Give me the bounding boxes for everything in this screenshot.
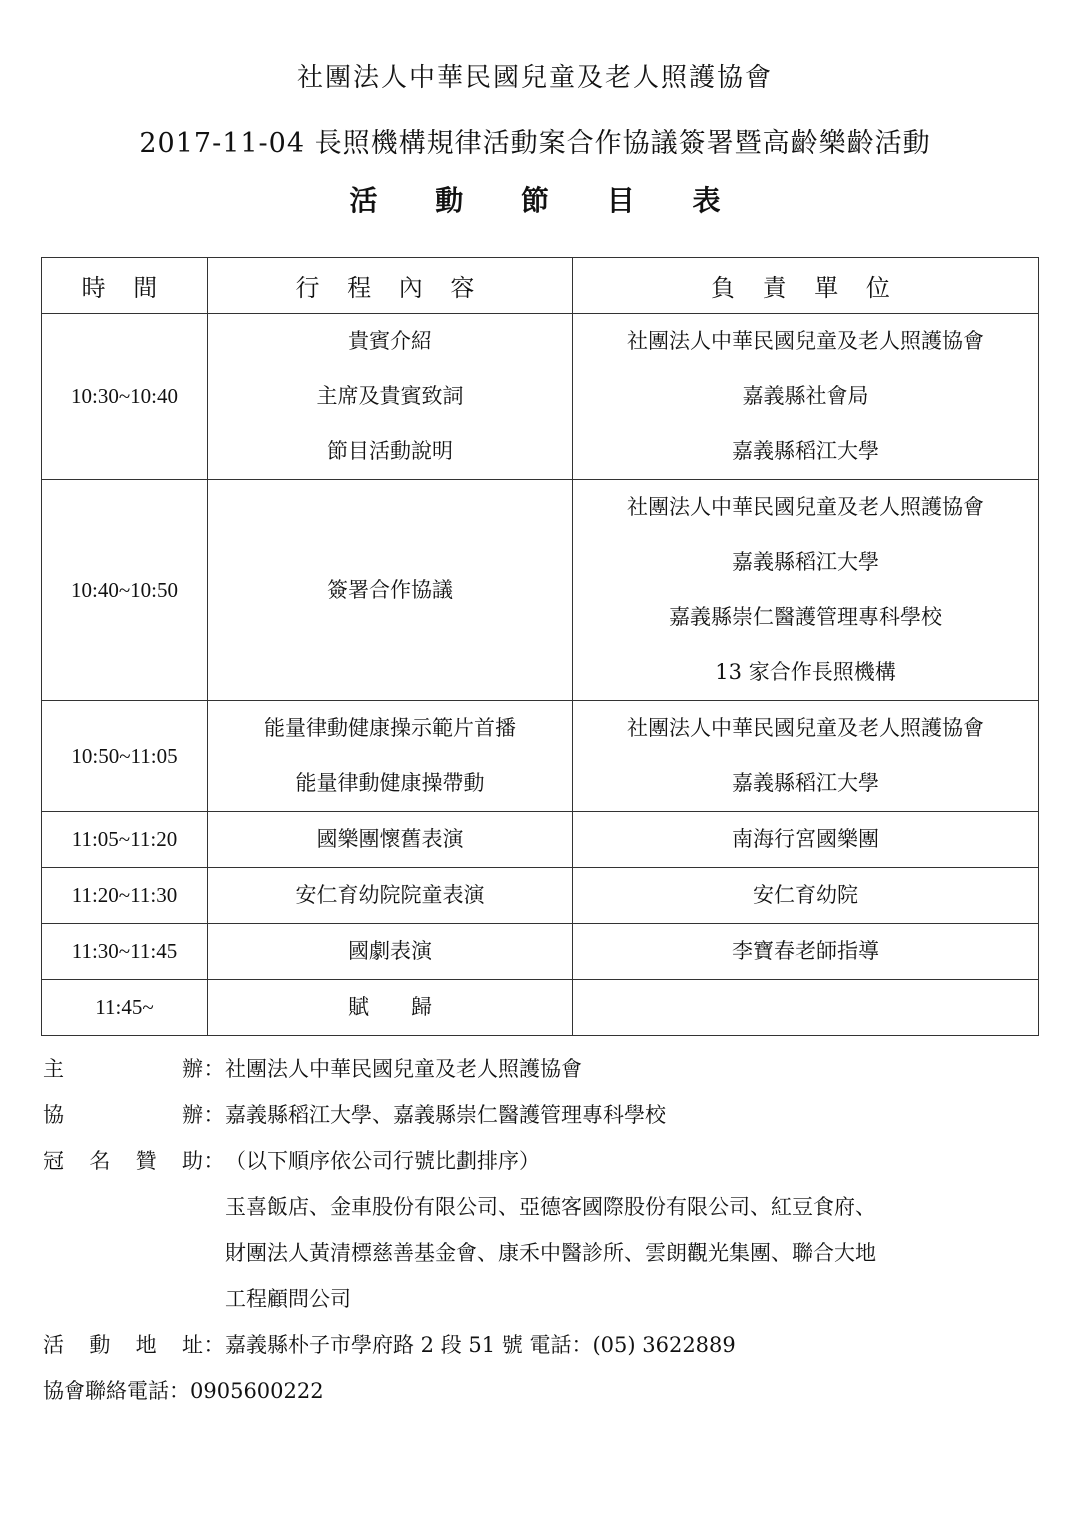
sponsor-line: 財團法人黃清標慈善基金會、康禾中醫診所、雲朗觀光集團、聯合大地 (225, 1241, 876, 1265)
time-cell: 11:30~11:45 (42, 924, 208, 980)
unit-cell (573, 924, 1039, 980)
header-unit: 負 責 單 位 (573, 258, 1039, 314)
unit-cell (573, 812, 1039, 868)
unit-line: 社團法人中華民國兒童及老人照護協會 (627, 716, 984, 740)
unit-cell (573, 868, 1039, 924)
table-header-row (42, 258, 1039, 314)
content-line: 國劇表演 (348, 939, 432, 963)
time-cell: 11:20~11:30 (42, 868, 208, 924)
sponsor-line: 玉喜飯店、金車股份有限公司、亞德客國際股份有限公司、紅豆食府、 (225, 1195, 876, 1219)
unit-line: 嘉義縣社會局 (742, 384, 869, 408)
colon: ： (203, 1333, 225, 1357)
colon: ： (203, 1057, 225, 1081)
cohost-row (43, 1092, 1043, 1138)
time-cell: 10:40~10:50 (42, 480, 208, 701)
content-line: 主席及貴賓致詞 (316, 384, 464, 408)
content-cell (208, 812, 573, 868)
unit-cell (573, 980, 1039, 1036)
table-row (42, 868, 1039, 924)
sponsor-row (43, 1138, 1043, 1184)
unit-line: 嘉義縣稻江大學 (732, 550, 879, 574)
address-value: 嘉義縣朴子市學府路 2 段 51 號 電話：(05) 3622889 (225, 1333, 736, 1357)
footer-info (43, 1046, 1043, 1414)
colon: ： (169, 1379, 190, 1403)
unit-line: 13 家合作長照機構 (715, 660, 896, 684)
content-line: 能量律動健康操帶動 (295, 771, 485, 795)
unit-line: 嘉義縣稻江大學 (732, 439, 879, 463)
unit-cell (573, 701, 1039, 812)
content-cell (208, 980, 573, 1036)
content-cell (208, 924, 573, 980)
sponsor-note: （以下順序依公司行號比劃排序） (225, 1149, 540, 1173)
sponsor-line: 工程顧問公司 (225, 1287, 351, 1311)
table-row (42, 480, 1039, 701)
header-content: 行 程 內 容 (208, 258, 573, 314)
content-line: 簽署合作協議 (327, 577, 453, 602)
host-label: 主 辦 (43, 1057, 203, 1081)
content-line: 安仁育幼院院童表演 (295, 883, 485, 907)
unit-line: 李寶春老師指導 (732, 939, 879, 963)
time-cell: 11:05~11:20 (42, 812, 208, 868)
content-cell (208, 314, 573, 480)
contact-row (43, 1368, 1043, 1414)
unit-cell (573, 480, 1039, 701)
table-row (42, 314, 1039, 480)
content-cell (208, 868, 573, 924)
header-time: 時 間 (42, 258, 208, 314)
table-row (42, 701, 1039, 812)
content-line: 貴賓介紹 (348, 329, 432, 353)
time-cell: 11:45~ (42, 980, 208, 1036)
host-value: 社團法人中華民國兒童及老人照護協會 (225, 1057, 582, 1081)
content-line: 節目活動說明 (327, 439, 453, 463)
event-title: 2017-11-04 長照機構規律活動案合作協議簽署暨高齡樂齡活動 (139, 128, 931, 159)
cohost-label: 協 辦 (43, 1103, 203, 1127)
address-label: 活 動 地 址 (43, 1333, 203, 1357)
content-line: 能量律動健康操示範片首播 (264, 716, 516, 740)
contact-value: 0905600222 (190, 1379, 324, 1403)
content-cell (208, 701, 573, 812)
table-row (42, 812, 1039, 868)
schedule-table (41, 257, 1039, 1036)
unit-line (573, 980, 1038, 1035)
org-title: 社團法人中華民國兒童及老人照護協會 (296, 63, 773, 93)
colon: ： (203, 1149, 225, 1173)
colon: ： (203, 1103, 225, 1127)
unit-line: 嘉義縣崇仁醫護管理專科學校 (669, 605, 942, 629)
table-body (42, 314, 1039, 1036)
time-cell: 10:30~10:40 (42, 314, 208, 480)
unit-line: 社團法人中華民國兒童及老人照護協會 (627, 329, 984, 353)
unit-line: 嘉義縣稻江大學 (732, 771, 879, 795)
unit-line: 南海行宮國樂團 (732, 827, 879, 851)
content-line: 賦 歸 (348, 995, 432, 1019)
sponsor-label: 冠 名 贊 助 (43, 1149, 203, 1173)
unit-line: 安仁育幼院 (753, 883, 858, 907)
unit-cell (573, 314, 1039, 480)
table-row (42, 924, 1039, 980)
content-cell (208, 480, 573, 701)
table-row (42, 980, 1039, 1036)
schedule-heading: 活 動 節 目 表 (349, 184, 745, 217)
contact-label: 協會聯絡電話 (43, 1379, 169, 1403)
cohost-value: 嘉義縣稻江大學、嘉義縣崇仁醫護管理專科學校 (225, 1103, 666, 1127)
unit-line: 社團法人中華民國兒童及老人照護協會 (627, 495, 984, 519)
address-row (43, 1322, 1043, 1368)
content-line: 國樂團懷舊表演 (316, 827, 464, 851)
host-row (43, 1046, 1043, 1092)
time-cell: 10:50~11:05 (42, 701, 208, 812)
